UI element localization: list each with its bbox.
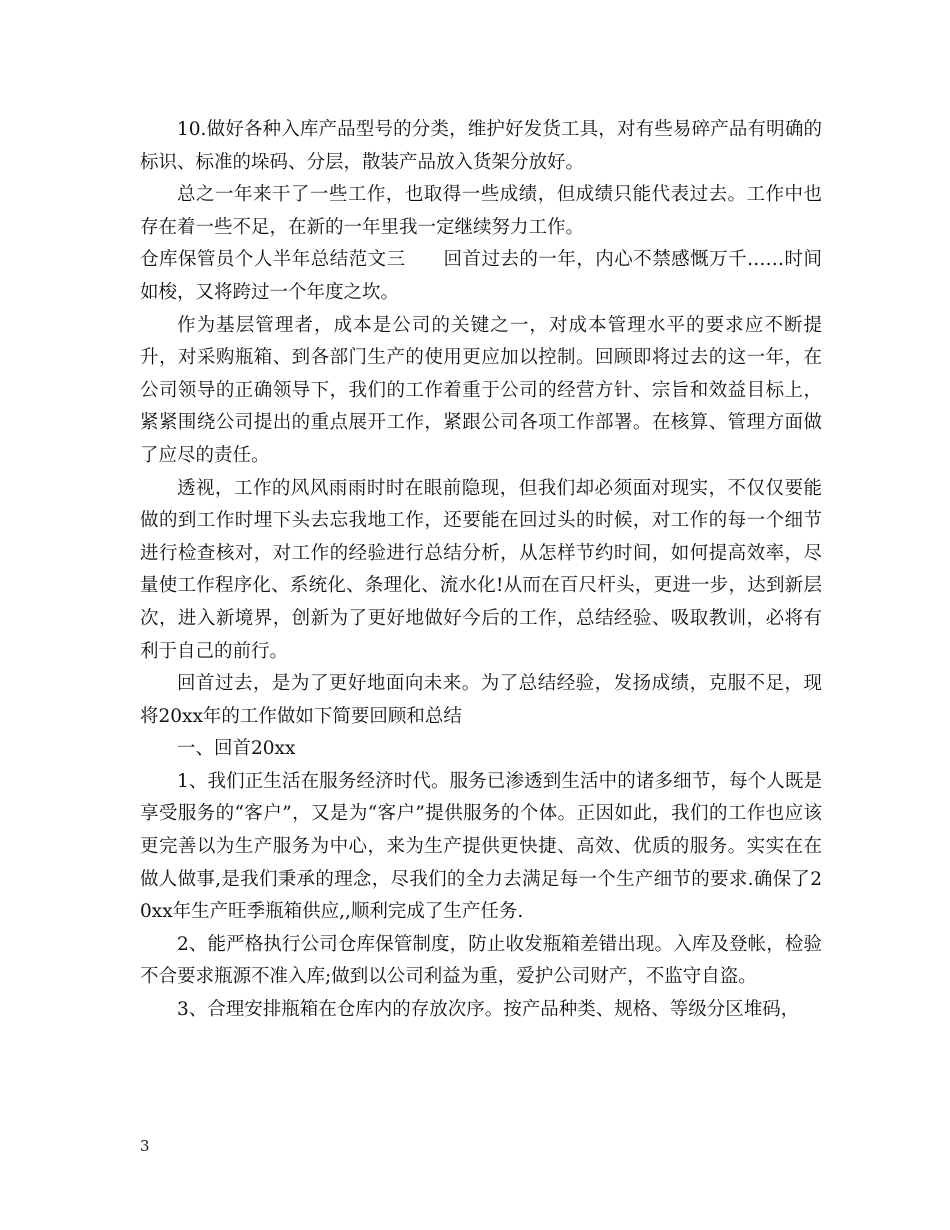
paragraph-5: 透视，工作的风风雨雨时时在眼前隐现，但我们却必须面对现实，不仅仅要能做的到工作时埋下头去忘我地工作，还要能在回过头的时候，对工作的每一个细节进行检查核对，对工作的经验进行总结分析，从怎样节约时间，如何提高效率，尽量使工作程序化、系统化、条理化、流水化!从而在百尺杆头，更进一步，达到新层次，进入新境界，创新为了更好地做好今后的工作，总结经验、吸取教训，必将有利于自己的前行。 xyxy=(140,477,822,662)
list-item-2: 2、能严格执行公司仓库保管制度，防止收发瓶箱差错出现。入库及登帐，检验不合要求瓶源不准入库;做到以公司利益为重，爱护公司财产，不监守自盗。 xyxy=(140,933,822,988)
paragraph-6: 回首过去，是为了更好地面向未来。为了总结经验，发扬成绩，克服不足，现将20xx年的工作做如下简要回顾和总结 xyxy=(140,673,822,727)
paragraph-4: 作为基层管理者，成本是公司的关键之一，对成本管理水平的要求应不断提升，对采购瓶箱、到各部门生产的使用更应加以控制。回顾即将过去的这一年，在公司领导的正确领导下，我们的工作着重于公司的经营方针、宗旨和效益目标上，紧紧围绕公司提出的重点展开工作，紧跟公司各项工作部署。在核算、管理方面做了应尽的责任。 xyxy=(140,314,822,466)
document-body xyxy=(140,114,822,1027)
list-item-3: 3、合理安排瓶箱在仓库内的存放次序。按产品种类、规格、等级分区堆码， xyxy=(177,999,800,1021)
paragraph-3-heading: 仓库保管员个人半年总结范文三 回首过去的一年，内心不禁感慨万千……时间如梭，又将跨过一个年度之坎。 xyxy=(140,249,822,303)
list-item-1: 1、我们正生活在服务经济时代。服务已渗透到生活中的诸多细节，每个人既是享受服务的“客户”，又是为“客户”提供服务的个体。正因如此，我们的工作也应该更完善以为生产服务为中心，来为生产提供更快捷、高效、优质的服务。实实在在做人做事,是我们秉承的理念，尽我们的全力去满足每一个生产细节的要求.确保了20xx年生产旺季瓶箱供应,,顺利完成了生产任务. xyxy=(140,770,822,923)
paragraph-2: 总之一年来干了一些工作，也取得一些成绩，但成绩只能代表过去。工作中也存在着一些不足，在新的一年里我一定继续努力工作。 xyxy=(140,184,822,238)
section-heading: 一、回首20xx xyxy=(177,738,296,760)
page-number: 3 xyxy=(140,1137,150,1155)
paragraph-1: 10.做好各种入库产品型号的分类，维护好发货工具，对有些易碎产品有明确的标识、标准的垛码、分层，散装产品放入货架分放好。 xyxy=(140,119,822,173)
